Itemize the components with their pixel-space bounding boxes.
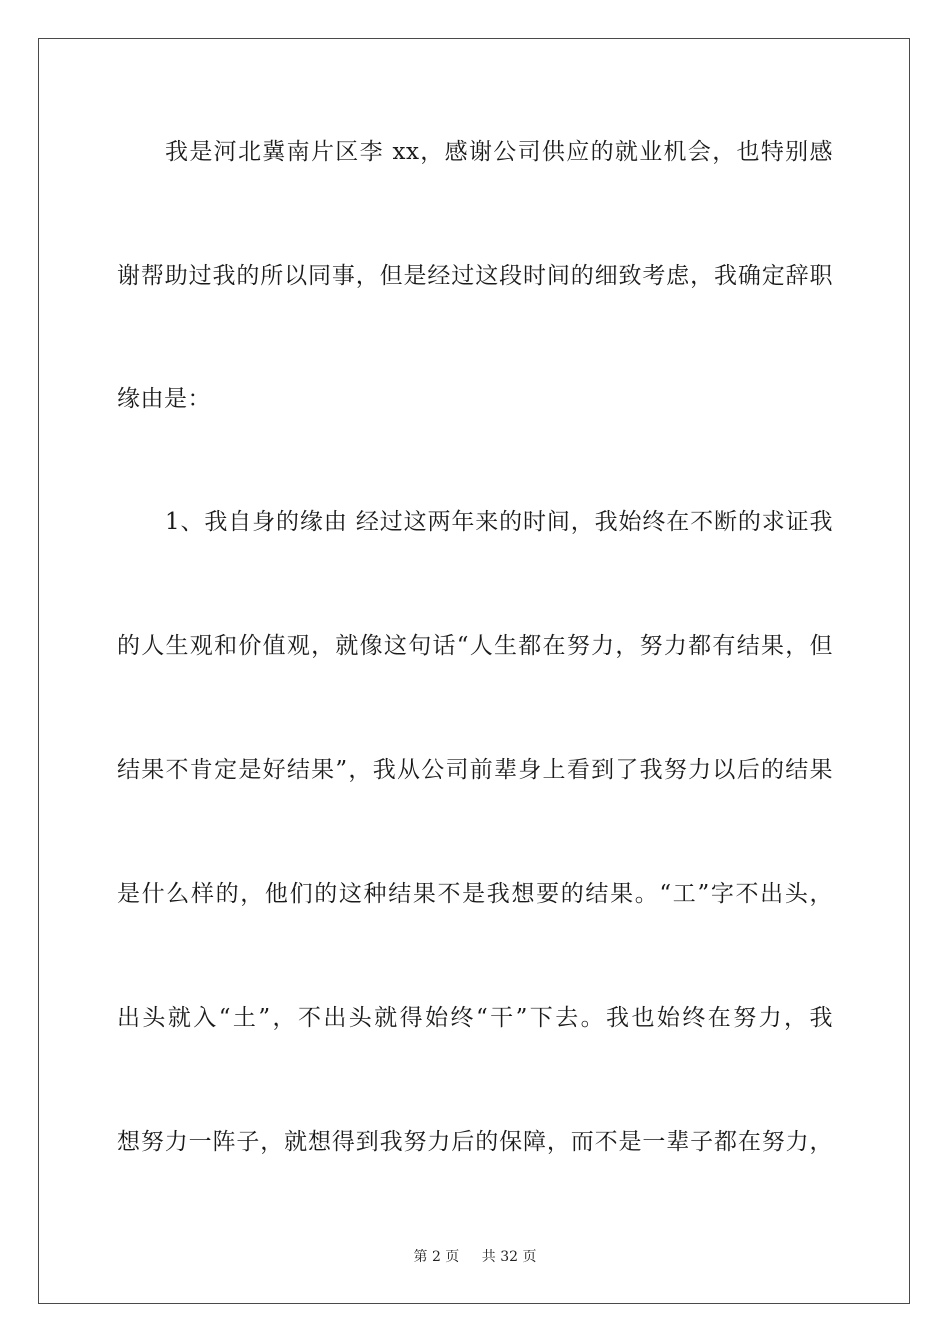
page-number: 第 2 页: [413, 1249, 460, 1265]
paragraph-1-line-1: 我是河北冀南片区李 xx，感谢公司供应的就业机会，也特别感: [165, 139, 833, 165]
paragraph-2-line-5: 出头就入“土”，不出头就得始终“干”下去。我也始终在努力，我: [117, 1005, 833, 1031]
page-border: [38, 38, 910, 1304]
paragraph-2-line-2: 的人生观和价值观，就像这句话“人生都在努力，努力都有结果，但: [117, 633, 833, 659]
paragraph-1-line-2: 谢帮助过我的所以同事，但是经过这段时间的细致考虑，我确定辞职: [117, 263, 833, 289]
paragraph-2-line-3: 结果不肯定是好结果”，我从公司前辈身上看到了我努力以后的结果: [117, 757, 833, 783]
paragraph-2-line-4: 是什么样的，他们的这种结果不是我想要的结果。“工”字不出头，: [117, 881, 833, 907]
paragraph-2-line-1: 1、我自身的缘由 经过这两年来的时间，我始终在不断的求证我: [165, 509, 833, 535]
total-pages: 共 32 页: [481, 1249, 537, 1265]
page-footer: [0, 1248, 950, 1266]
paragraph-2-line-6: 想努力一阵子，就想得到我努力后的保障，而不是一辈子都在努力，: [117, 1129, 833, 1155]
paragraph-1-line-3: 缘由是：: [117, 386, 211, 412]
